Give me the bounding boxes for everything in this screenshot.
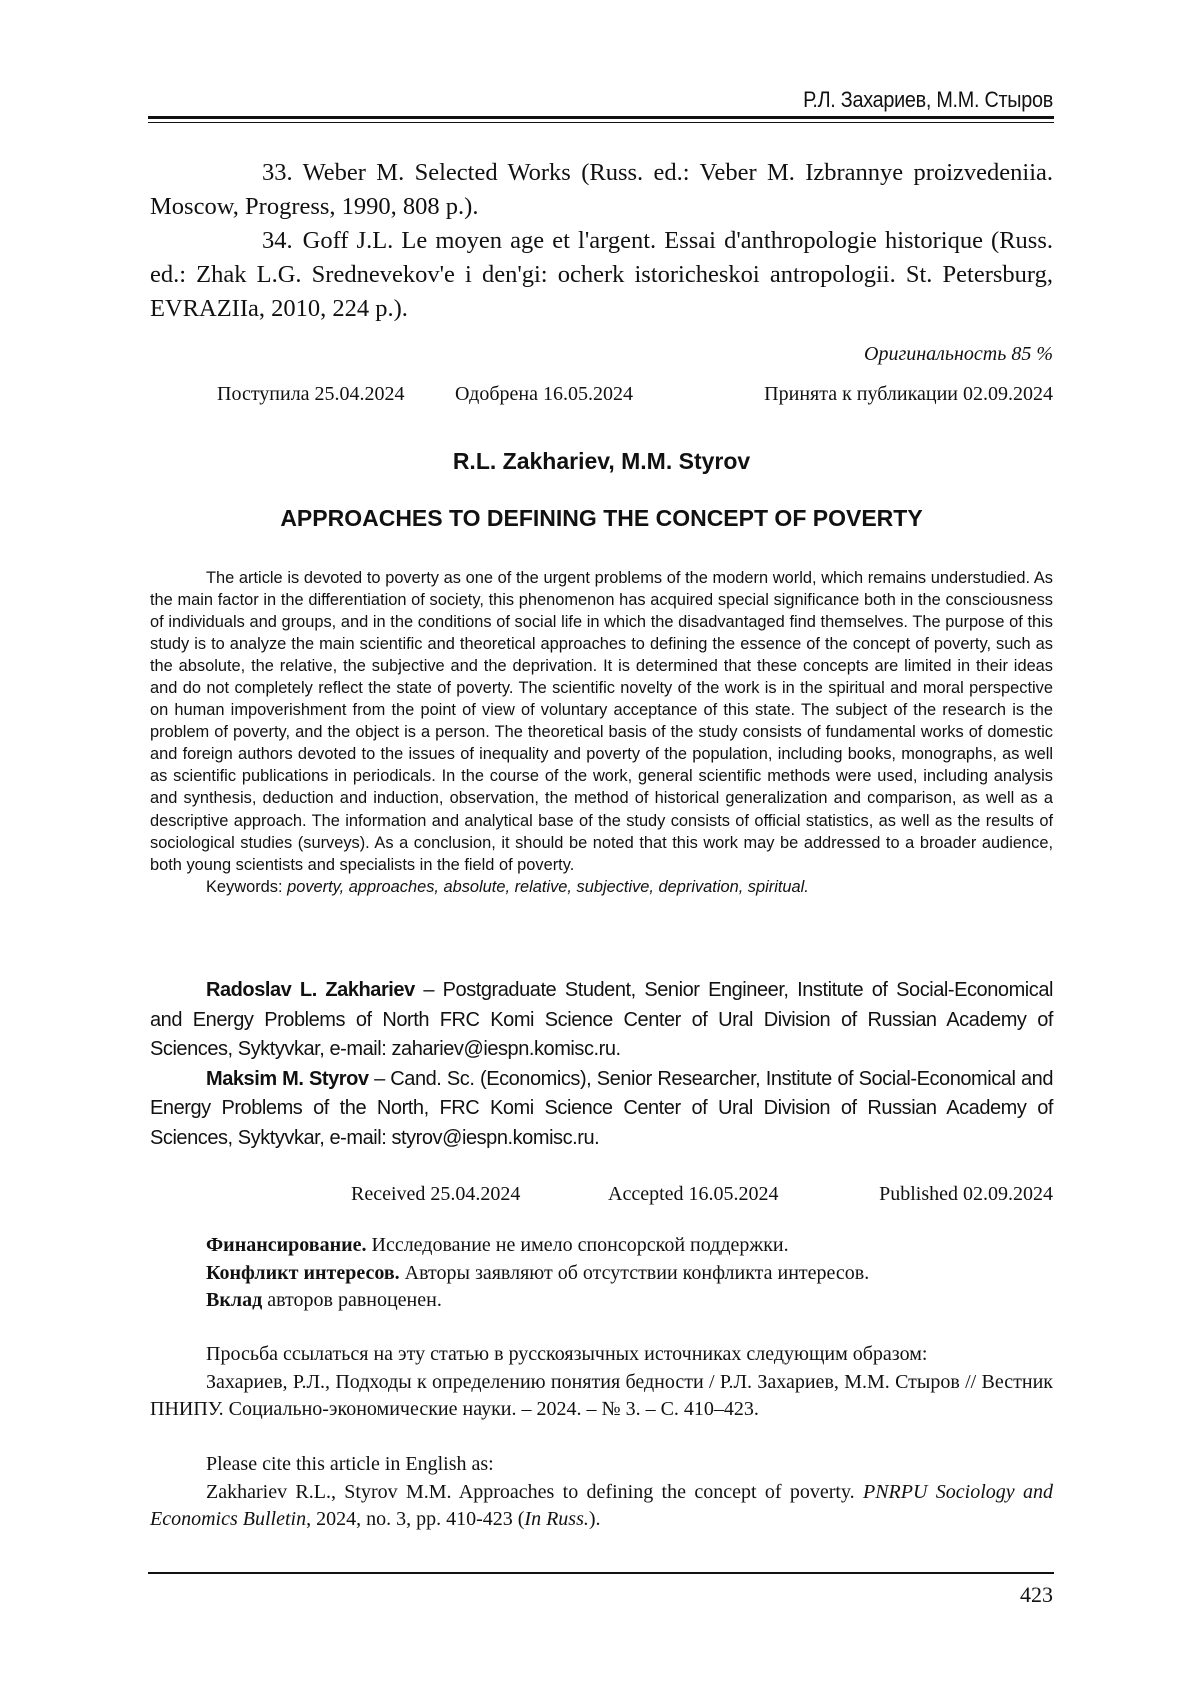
page-number: 423 [1020,1582,1053,1607]
date-received-en: Received 25.04.2024 [351,1183,521,1205]
reference-text: Goff J.L. Le moyen age et l'argent. Essai d'anthropologie historique (Russ. ed.: Zhak L.G. Srednevekov'e i den'gi: ocherk istoricheskoi antropologii. St. Petersburg, EVRAZIIa, 2010, 224 p.). [150,227,1053,322]
funding-label: Финансирование. [206,1234,367,1256]
keywords-list: poverty, approaches, absolute, relative, subjective, deprivation, spiritual. [287,877,809,896]
contribution-text: авторов равноценен. [267,1289,442,1311]
declarations [150,1232,1053,1315]
reference-list [150,156,1053,326]
funding-line [150,1232,1053,1260]
date-received-ru: Поступила 25.04.2024 [217,383,405,405]
article-authors: R.L. Zakhariev, M.M. Styrov [452,448,751,474]
author-bio [150,976,1053,1065]
citation-ru-intro: Просьба ссылаться на эту статью в русскоязычных источниках следующим образом: [206,1343,928,1365]
keywords [150,876,1053,898]
citation-en-journal: PNRPU Sociology and Economics Bulletin [150,1480,1053,1530]
citation-ru-text: Захариев, Р.Л., Подходы к определению понятия бедности / Р.Л. Захариев, М.М. Стыров // Вестник ПНИПУ. Социально-экономические науки. – 2024. – № 3. – С. 410–423. [150,1370,1053,1420]
header-rule-thin [148,122,1054,123]
author-details: – Postgraduate Student, Senior Engineer, Institute of Social-Economical and Energy Problems of North FRC Komi Science Center of Ural Division of Russian Academy of Sciences, Syktyvkar, e-mail: zahariev@iespn.komisc.ru. [150,979,1053,1060]
citation-ru [150,1341,1053,1424]
citation-en [150,1451,1053,1534]
date-accepted-ru: Принята к публикации 02.09.2024 [764,383,1053,405]
citation-en-end: ). [588,1508,601,1530]
conflict-line [150,1260,1053,1288]
citation-en-lang: In Russ. [524,1508,589,1530]
date-published-en: Published 02.09.2024 [879,1183,1053,1205]
author-bio [150,1065,1053,1154]
citation-en-intro: Please cite this article in English as: [206,1453,494,1475]
reference-text: Weber M. Selected Works (Russ. ed.: Veber M. Izbrannye proizvedeniia. Moscow, Progress, 1990, 808 p.). [150,159,1053,220]
contribution-line [150,1287,1053,1315]
date-approved-ru: Одобрена 16.05.2024 [455,383,633,405]
citation-en-text [150,1479,1053,1534]
author-name: Maksim M. Styrov [206,1067,369,1090]
footer-rule [148,1572,1054,1574]
reference-number: 33. [262,159,293,186]
author-name: Radoslav L. Zakhariev [206,979,415,1001]
header-rule [148,116,1054,119]
article-title: APPROACHES TO DEFINING THE CONCEPT OF POVERTY [280,505,923,531]
conflict-label: Конфликт интересов. [206,1261,400,1284]
contribution-label: Вклад [206,1289,263,1311]
running-head: Р.Л. Захариев, М.М. Стыров [803,87,1053,112]
keywords-label: Keywords: [206,877,283,896]
author-bios [150,976,1053,1153]
originality-note: Оригинальность 85 % [864,343,1053,365]
funding-text: Исследование не имело спонсорской поддержки. [371,1234,789,1256]
abstract [150,567,1053,898]
reference-item [150,224,1053,326]
date-accepted-en: Accepted 16.05.2024 [608,1183,779,1205]
author-details: – Cand. Sc. (Economics), Senior Researcher, Institute of Social-Economical and Energy Problems of the North, FRC Komi Science Center of Ural Division of Russian Academy of Sciences, Syktyvkar, e-mail: styrov@iespn.komisc.ru. [150,1067,1054,1149]
citation-en-middle: , 2024, no. 3, pp. 410-423 ( [306,1508,525,1530]
citation-en-start: Zakhariev R.L., Styrov M.M. Approaches to defining the concept of poverty. [206,1480,855,1503]
reference-item [150,156,1053,224]
reference-number: 34. [262,227,293,254]
abstract-text: The article is devoted to poverty as one of the urgent problems of the modern world, which remains understudied. As the main factor in the differentiation of society, this phenomenon has acquired special significance both in the consciousness of individuals and groups, and in the conditions of social life in which the disadvantaged find themselves. The purpose of this study is to analyze the main scientific and theoretical approaches to defining the essence of the concept of poverty, such as the absolute, the relative, the subjective and the deprivation. It is determined that these concepts are limited in their ideas and do not completely reflect the state of poverty. The scientific novelty of the work is in the spiritual and moral perspective on human impoverishment from the point of view of voluntary acceptance of this state. The subject of the research is the problem of poverty, and the object is a person. The theoretical basis of the study consists of fundamental works of domestic and foreign authors devoted to the issues of inequality and poverty of the population, including books, monographs, as well as scientific publications in periodicals. In the course of the work, general scientific methods were used, including analysis and synthesis, deduction and induction, observation, the method of historical generalization and comparison, as well as a descriptive approach. The information and analytical base of the study consists of official statistics, as well as the results of sociological studies (surveys). As a conclusion, it should be noted that this work may be addressed to a broader audience, both young scientists and specialists in the field of poverty. [150,569,1053,874]
conflict-text: Авторы заявляют об отсутствии конфликта интересов. [404,1261,870,1284]
